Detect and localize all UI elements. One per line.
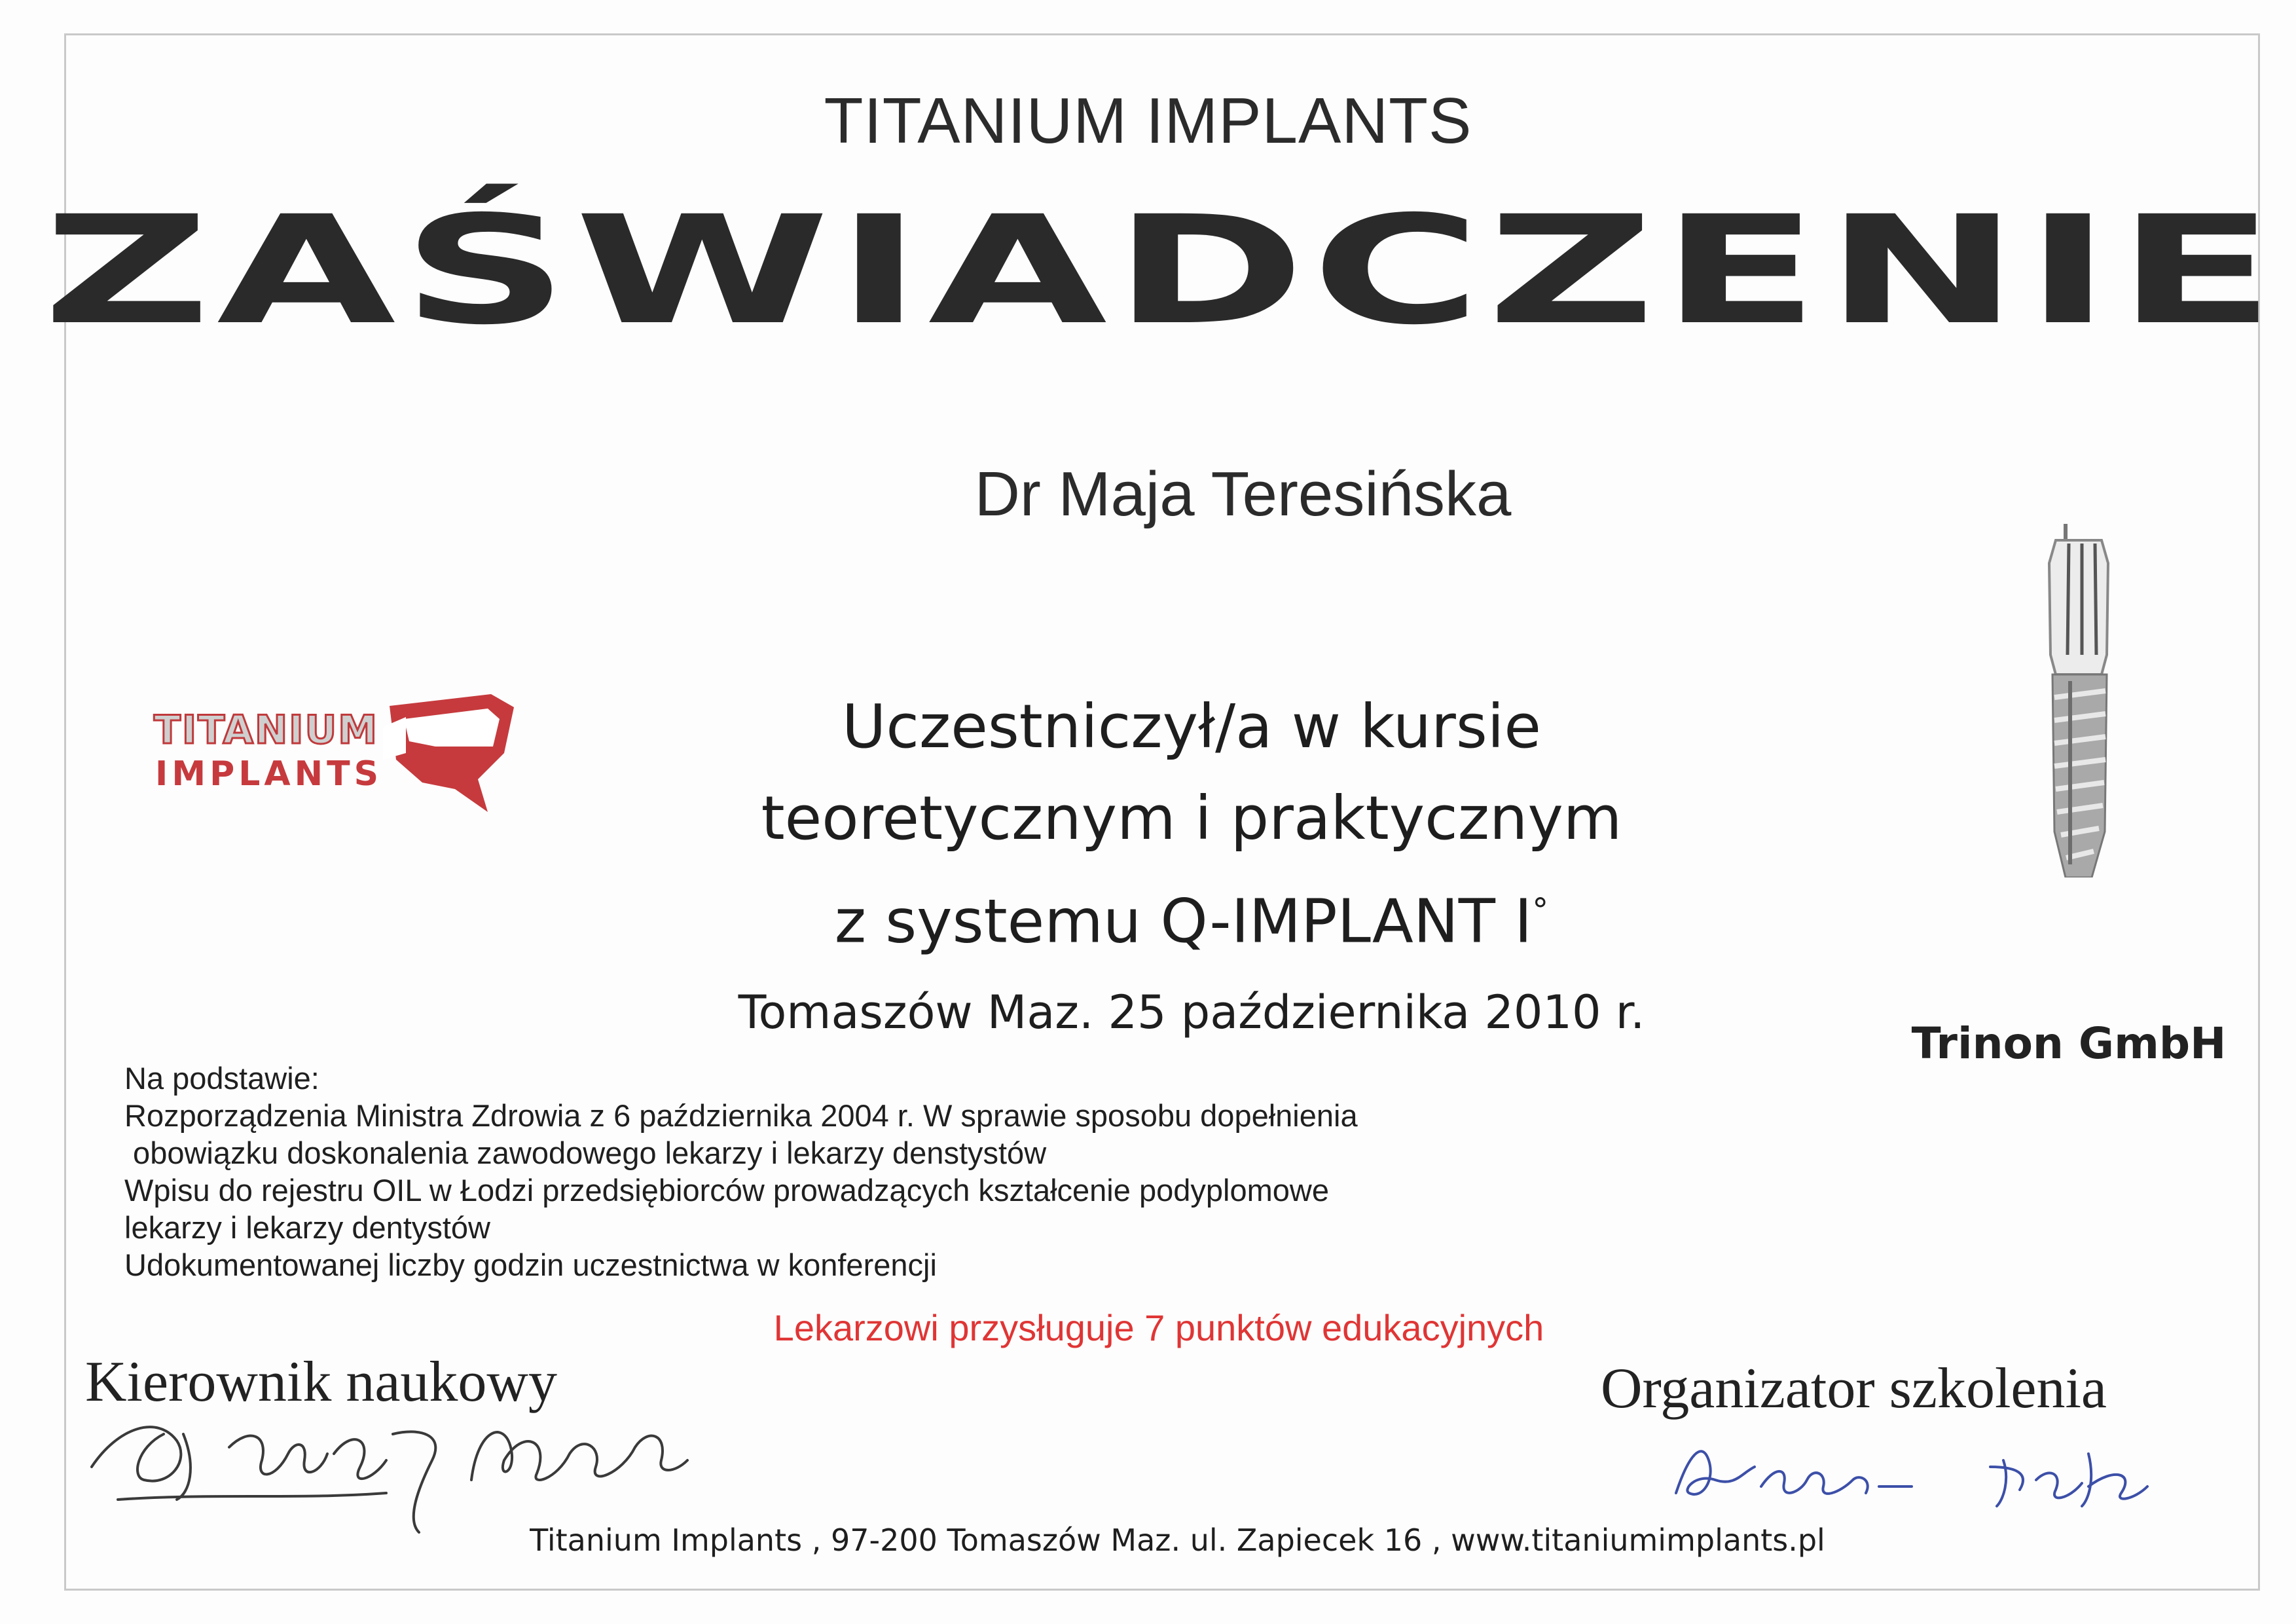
education-points-note: Lekarzowi przysługuje 7 punktów edukacyjnych [773, 1307, 1544, 1348]
course-line-1: Uczestniczył/a w kursie [842, 692, 1541, 762]
scientific-director-label: Kierownik naukowy [85, 1350, 557, 1414]
basis-line: Rozporządzenia Ministra Zdrowia z 6 października 2004 r. W sprawie sposobu dopełnienia [124, 1098, 1358, 1133]
course-line-2: teoretycznym i praktycznym [761, 783, 1622, 853]
course-line-3 [622, 864, 1761, 968]
logo-word-implants: IMPLANTS [155, 754, 383, 794]
organizer-signature [1663, 1428, 2160, 1513]
degree-mark: ° [1532, 891, 1549, 929]
organizer-label: Organizator szkolenia [1601, 1357, 2107, 1420]
logo-word-titanium: TITANIUM [154, 707, 378, 753]
recipient-name: Dr Maja Teresińska [974, 459, 1512, 529]
course-line-3-text: z systemu Q-IMPLANT I [834, 886, 1533, 957]
basis-line: obowiązku doskonalenia zawodowego lekarzy i lekarzy denstystów [124, 1135, 1047, 1170]
basis-line: Na podstawie: [124, 1061, 319, 1096]
basis-line: Wpisu do rejestru OIL w Łodzi przedsiębiorców prowadzących kształcenie podyplomowe [124, 1173, 1329, 1208]
legal-basis [124, 1060, 1565, 1283]
basis-line: lekarzy i lekarzy dentystów [124, 1210, 490, 1245]
footer-address: Titanium Implants , 97-200 Tomaszów Maz. ul. Zapiecek 16 , www.titaniumimplants.pl [530, 1522, 1825, 1558]
dental-implant-icon [2030, 524, 2128, 877]
place-and-date: Tomaszów Maz. 25 października 2010 r. [738, 986, 1645, 1039]
company-name: Trinon GmbH [1911, 1018, 2227, 1069]
organization-heading: TITANIUM IMPLANTS [824, 84, 1472, 157]
document-title: ZAŚWIADCZENIE [43, 183, 2282, 358]
basis-line: Udokumentowanej liczby godzin uczestnictwa w konferencji [124, 1247, 937, 1282]
titanium-implants-logo [147, 681, 520, 819]
scientific-director-signature [79, 1388, 720, 1539]
course-description [622, 681, 1761, 968]
